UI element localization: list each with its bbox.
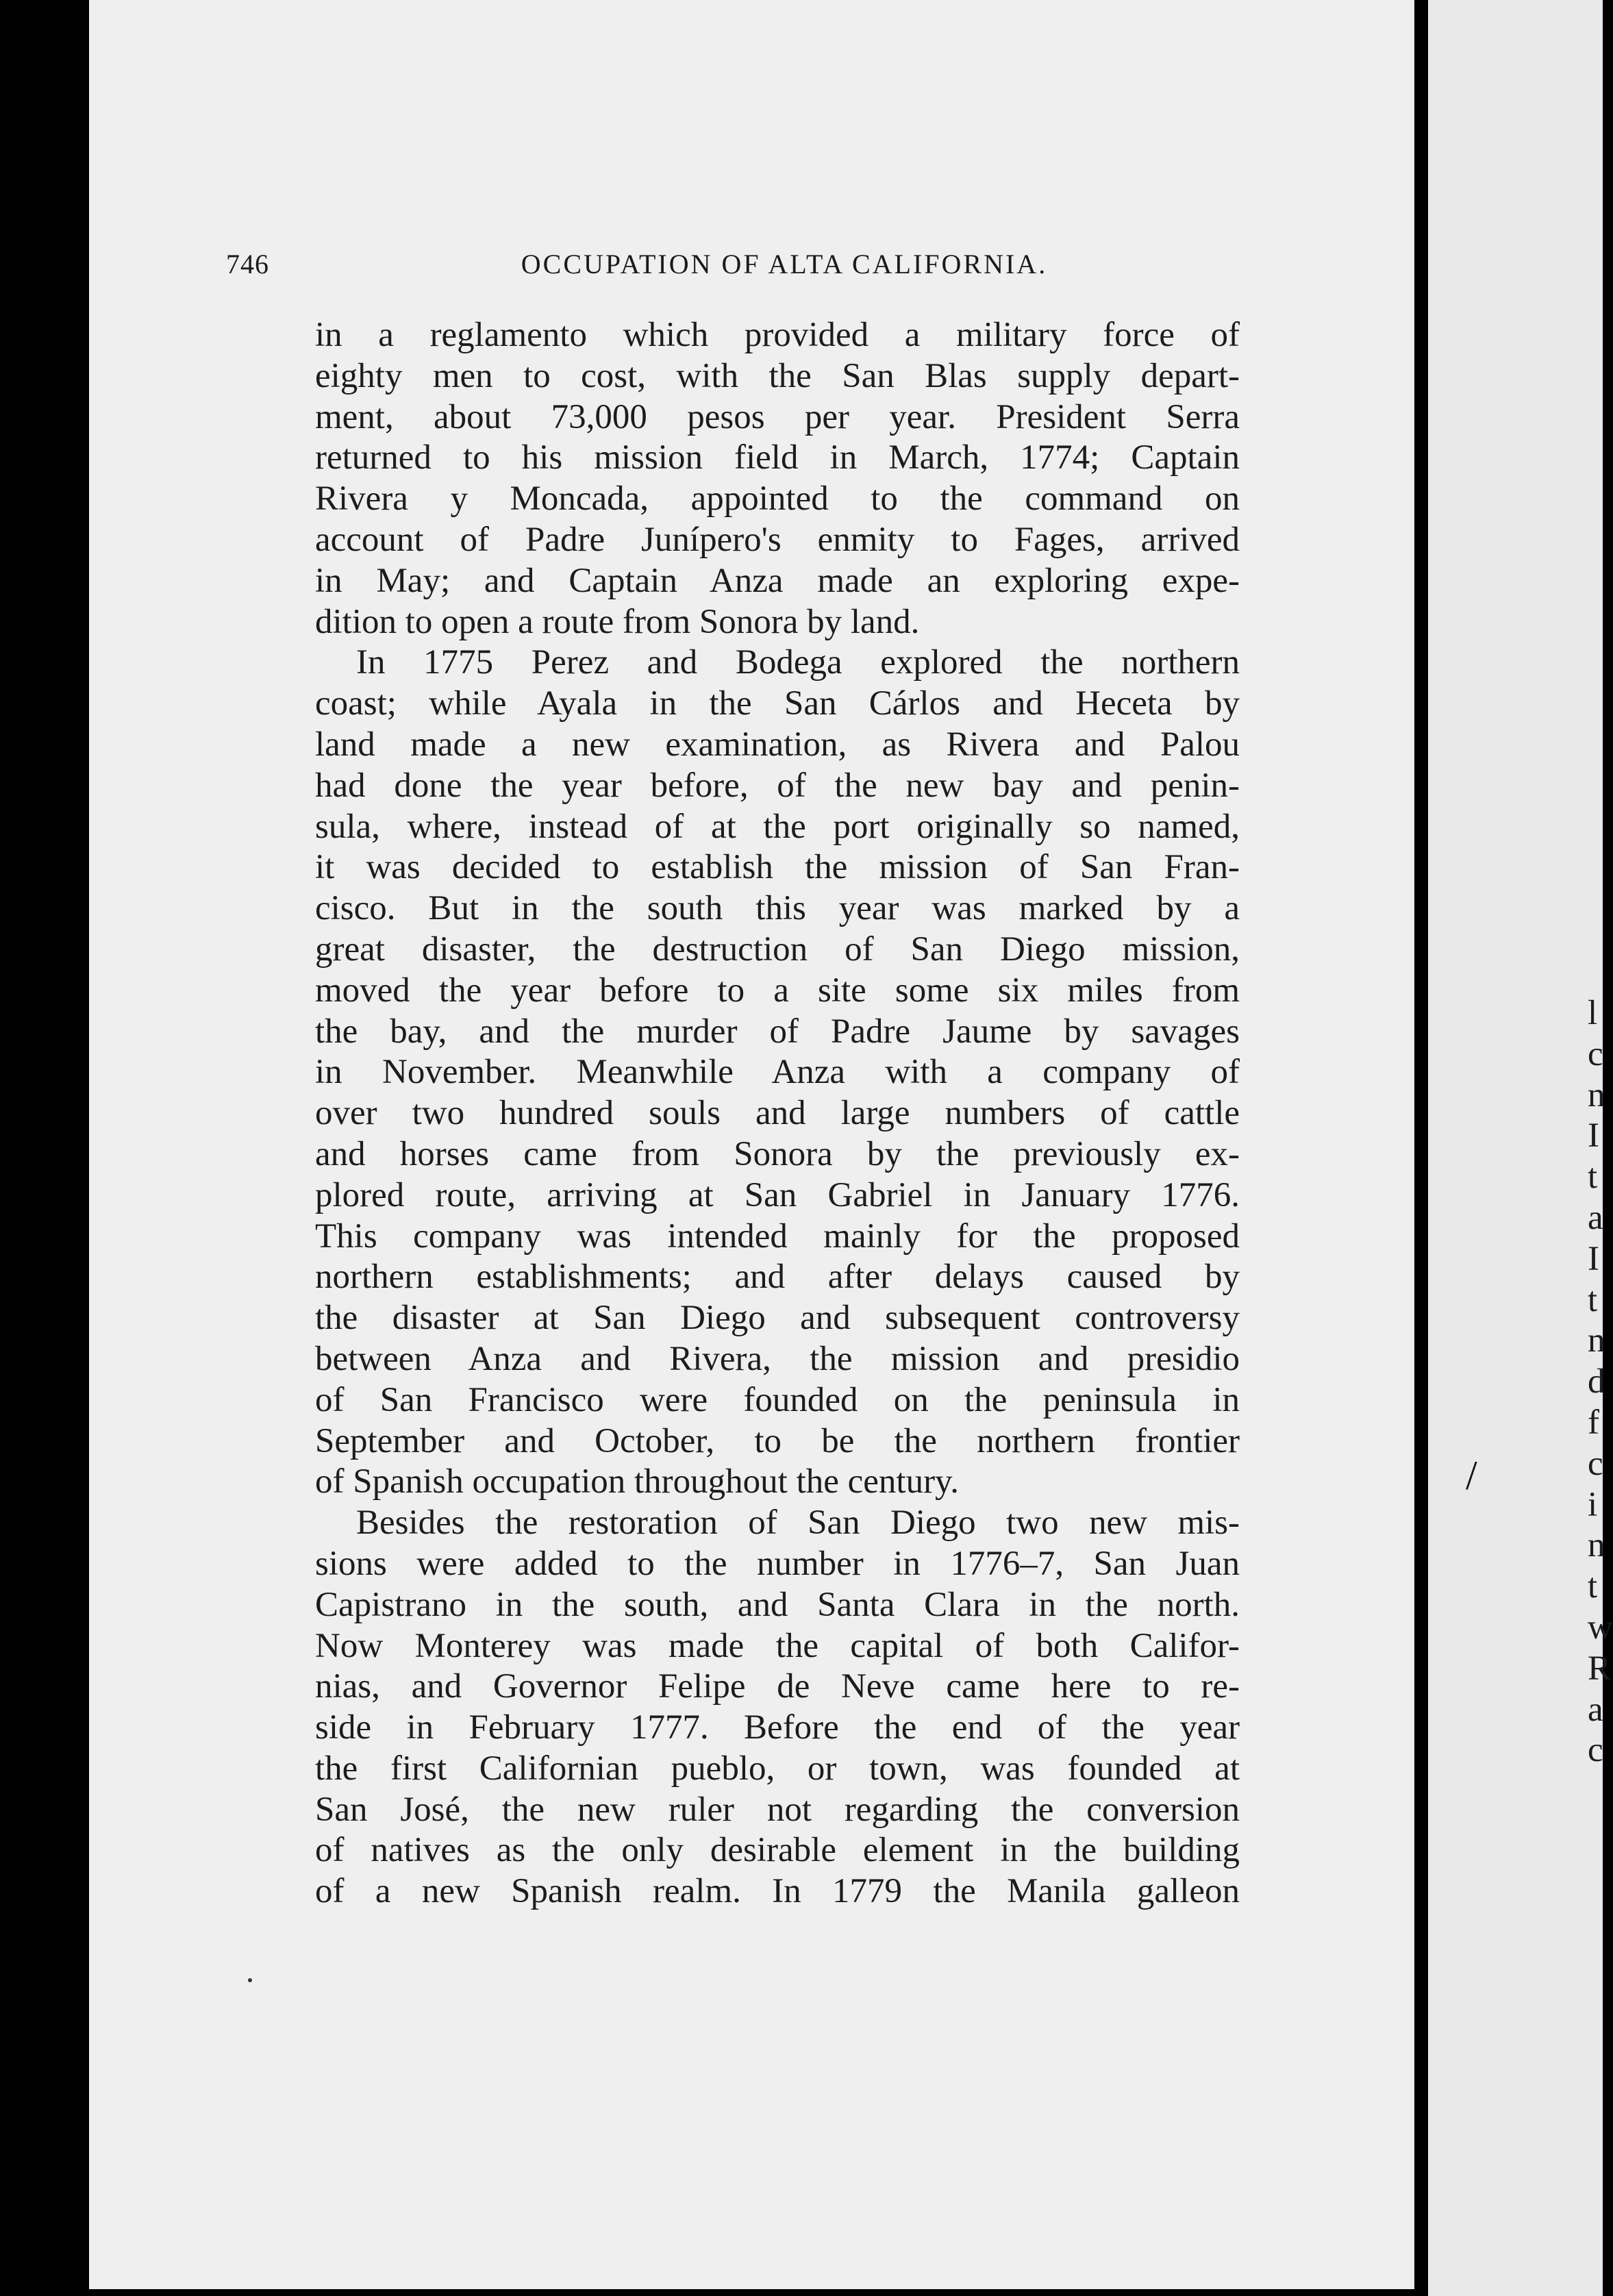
text-line: Now Monterey was made the capital of both Califor- [315, 1626, 1240, 1665]
text-line: sions were added to the number in 1776–7, San Juan [315, 1544, 1240, 1583]
edge-letter: n [1588, 1526, 1605, 1565]
edge-letter: c [1588, 1444, 1603, 1483]
text-line: in a reglamento which provided a military force of [315, 316, 1240, 354]
text-line: and horses came from Sonora by the previously ex- [315, 1134, 1240, 1173]
text-line: returned to his mission field in March, 1774; Captain [315, 438, 1240, 477]
text-line: Rivera y Moncada, appointed to the command on [315, 479, 1240, 519]
edge-letter: l [1588, 994, 1598, 1032]
text-line: Capistrano in the south, and Santa Clara in the north. [315, 1585, 1240, 1624]
edge-letter: R [1588, 1649, 1612, 1688]
text-line: San José, the new ruler not regarding the conversion [315, 1790, 1240, 1829]
edge-letter: t [1588, 1280, 1598, 1319]
edge-letter: a [1588, 1690, 1603, 1729]
text-line: the bay, and the murder of Padre Jaume by savages [315, 1012, 1240, 1051]
text-line: account of Padre Junípero's enmity to Fages, arrived [315, 520, 1240, 559]
text-line: over two hundred souls and large numbers of cattle [315, 1094, 1240, 1133]
text-line: nias, and Governor Felipe de Neve came here to re- [315, 1667, 1240, 1706]
edge-letter: t [1588, 1567, 1598, 1606]
text-line: had done the year before, of the new bay and penin- [315, 766, 1240, 805]
page-header [226, 248, 1240, 289]
text-line: the first Californian pueblo, or town, was founded at [315, 1749, 1240, 1788]
text-line: coast; while Ayala in the San Cárlos and Heceta by [315, 684, 1240, 723]
text-line: This company was intended mainly for the proposed [315, 1216, 1240, 1256]
text-line: between Anza and Rivera, the mission and presidio [315, 1339, 1240, 1378]
text-line: eighty men to cost, with the San Blas supply depart- [315, 356, 1240, 395]
edge-letter: a [1588, 1198, 1603, 1237]
text-line: in November. Meanwhile Anza with a company of [315, 1053, 1240, 1092]
text-line: sula, where, instead of at the port originally so named, [315, 807, 1240, 846]
text-line: northern establishments; and after delays caused by [315, 1258, 1240, 1297]
edge-letter: w [1588, 1608, 1613, 1647]
text-line: of Spanish occupation throughout the century. [315, 1462, 959, 1501]
text-line: great disaster, the destruction of San Diego mission, [315, 929, 1240, 969]
edge-letter: n [1588, 1321, 1605, 1360]
edge-letter: n [1588, 1075, 1605, 1114]
edge-letter: i [1588, 1485, 1598, 1524]
adjacent-page [1428, 0, 1613, 2296]
text-line: of natives as the only desirable element in the building [315, 1831, 1240, 1870]
adjacent-page-text-fragment [1588, 993, 1613, 1771]
page-gutter [1414, 0, 1428, 2296]
text-line: in May; and Captain Anza made an exploring expe- [315, 561, 1240, 600]
text-line: cisco. But in the south this year was marked by a [315, 889, 1240, 928]
text-line: it was decided to establish the mission of San Fran- [315, 848, 1240, 887]
text-line: Besides the restoration of San Diego two new mis- [356, 1503, 1240, 1543]
text-line: of a new Spanish realm. In 1779 the Manila galleon [315, 1872, 1240, 1911]
text-line: In 1775 Perez and Bodega explored the northern [356, 643, 1240, 682]
page-number: 746 [226, 249, 269, 279]
text-line: land made a new examination, as Rivera and Palou [315, 725, 1240, 764]
edge-letter: c [1588, 1034, 1603, 1073]
scan-left-margin [0, 0, 89, 2296]
text-line: moved the year before to a site some six miles from [315, 971, 1240, 1010]
ink-speck [248, 1978, 252, 1982]
edge-letter: c [1588, 1731, 1603, 1770]
text-line: dition to open a route from Sonora by land. [315, 602, 920, 641]
text-line: September and October, to be the northern frontier [315, 1421, 1240, 1460]
edge-letter: t [1588, 1158, 1598, 1197]
running-head: OCCUPATION OF ALTA CALIFORNIA. [521, 249, 1048, 279]
text-line: plored route, arriving at San Gabriel in January 1776. [315, 1175, 1240, 1214]
edge-letter: I [1588, 1239, 1599, 1278]
text-line: ment, about 73,000 pesos per year. President Serra [315, 397, 1240, 436]
text-line: the disaster at San Diego and subsequent controversy [315, 1299, 1240, 1338]
text-line: side in February 1777. Before the end of the year [315, 1708, 1240, 1747]
body-text [315, 315, 1240, 1912]
edge-letter: d [1588, 1362, 1605, 1401]
edge-letter: f [1588, 1403, 1599, 1442]
text-line: of San Francisco were founded on the peninsula in [315, 1380, 1240, 1419]
margin-mark: / [1466, 1453, 1477, 1498]
edge-letter: I [1588, 1116, 1599, 1156]
